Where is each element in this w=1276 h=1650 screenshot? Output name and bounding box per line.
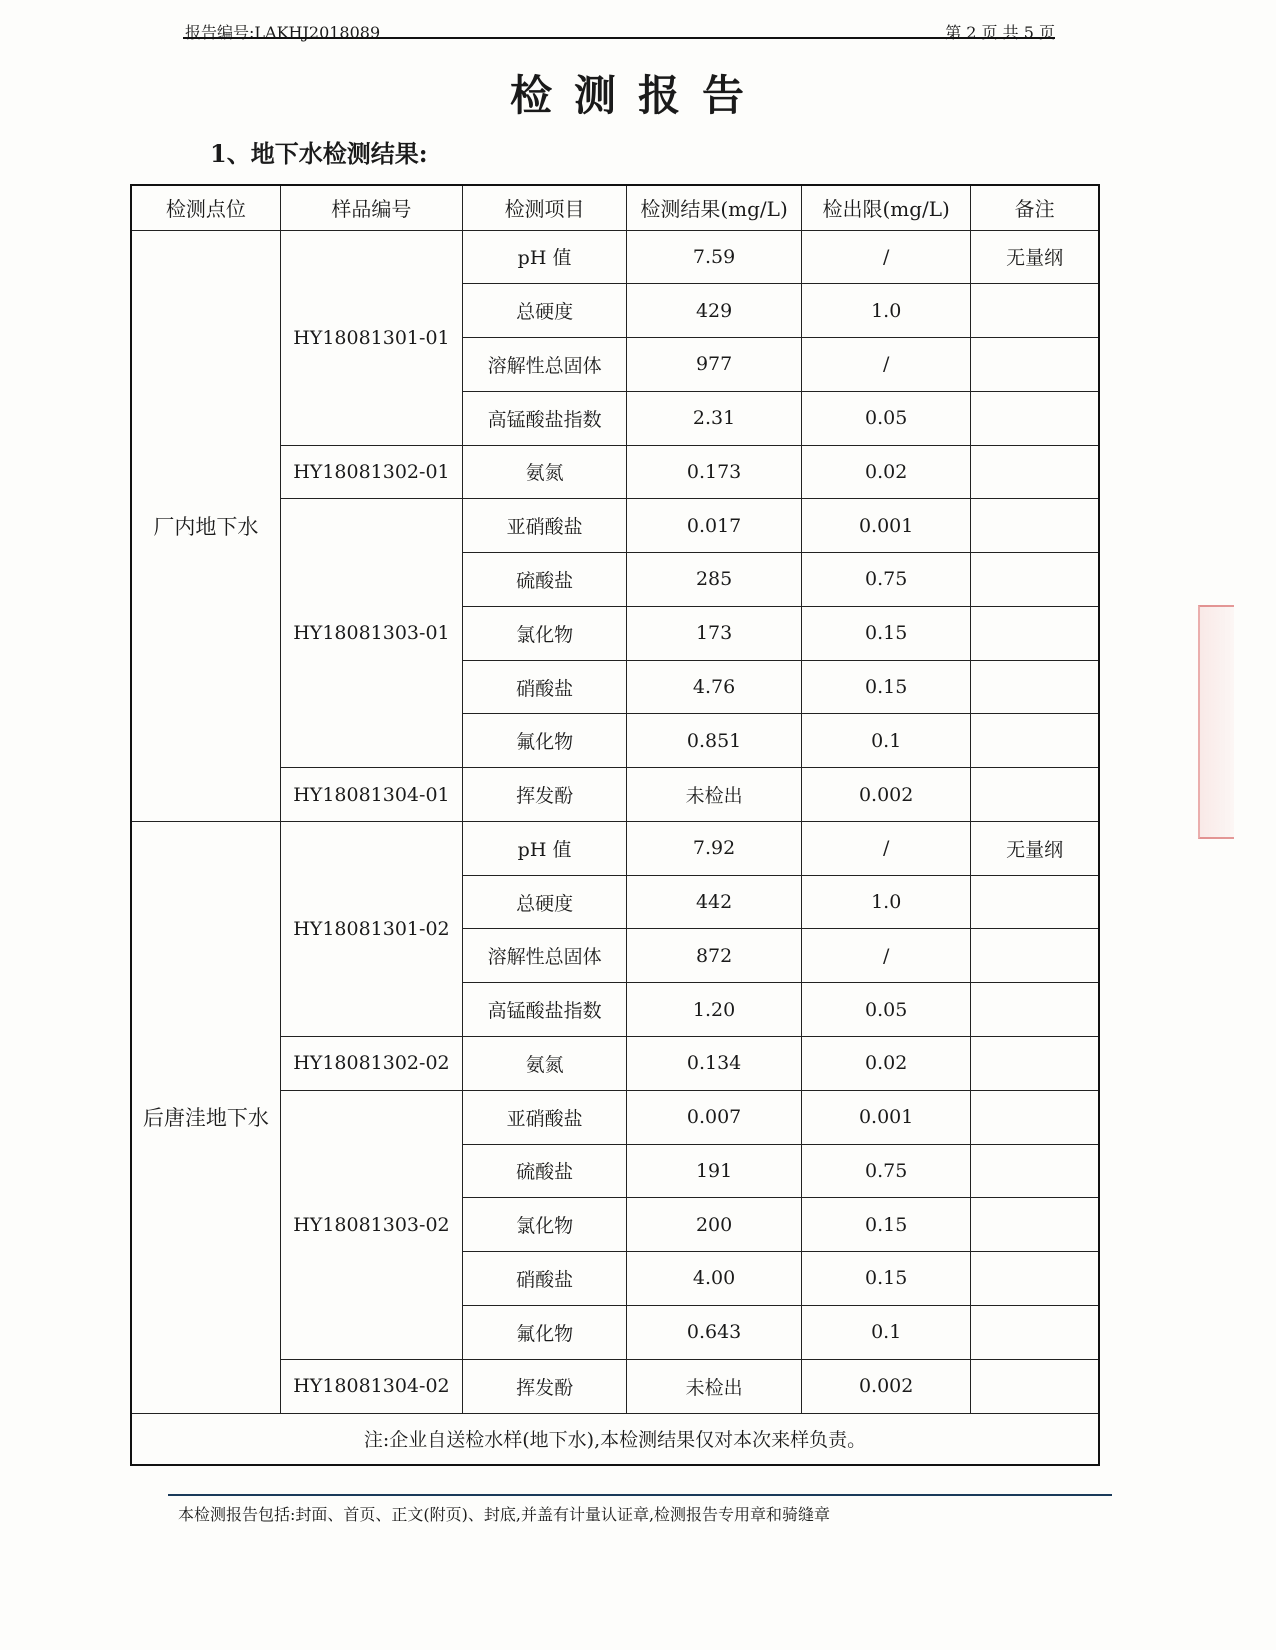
- result-cell: 未检出: [626, 1359, 801, 1413]
- note-cell: [971, 1144, 1099, 1198]
- note-cell: [971, 983, 1099, 1037]
- limit-cell: 0.001: [802, 1090, 971, 1144]
- item-cell: 氨氮: [463, 445, 627, 499]
- column-header: 样品编号: [280, 185, 463, 230]
- note-cell: [971, 929, 1099, 983]
- item-cell: 亚硝酸盐: [463, 499, 627, 553]
- note-cell: [971, 660, 1099, 714]
- note-cell: [971, 338, 1099, 392]
- limit-cell: 0.001: [802, 499, 971, 553]
- result-cell: 7.59: [626, 230, 801, 284]
- column-header: 检出限(mg/L): [802, 185, 971, 230]
- sample-id-cell: HY18081303-01: [280, 499, 463, 768]
- limit-cell: /: [802, 230, 971, 284]
- table-note-row: [131, 1413, 1099, 1465]
- table-body: [131, 230, 1099, 1413]
- seam-seal-stamp: [1198, 605, 1234, 839]
- limit-cell: 0.15: [802, 1198, 971, 1252]
- item-cell: pH 值: [463, 821, 627, 875]
- item-cell: 氟化物: [463, 714, 627, 768]
- note-cell: [971, 445, 1099, 499]
- report-number: 报告编号:LAKHJ2018089: [185, 23, 381, 42]
- result-cell: 0.017: [626, 499, 801, 553]
- result-cell: 173: [626, 606, 801, 660]
- limit-cell: 0.002: [802, 1359, 971, 1413]
- sample-id-cell: HY18081302-01: [280, 445, 463, 499]
- result-cell: 429: [626, 284, 801, 338]
- result-cell: 872: [626, 929, 801, 983]
- section-title: 1、地下水检测结果:: [210, 139, 428, 168]
- limit-cell: 0.15: [802, 606, 971, 660]
- item-cell: 总硬度: [463, 875, 627, 929]
- page-title: 检测报告: [509, 71, 766, 120]
- column-header: 检测结果(mg/L): [626, 185, 801, 230]
- limit-cell: 0.75: [802, 553, 971, 607]
- result-cell: 4.00: [626, 1252, 801, 1306]
- limit-cell: /: [802, 929, 971, 983]
- limit-cell: 1.0: [802, 875, 971, 929]
- item-cell: 挥发酚: [463, 768, 627, 822]
- limit-cell: /: [802, 821, 971, 875]
- note-cell: 无量纲: [971, 821, 1099, 875]
- limit-cell: 0.1: [802, 1305, 971, 1359]
- sample-id-cell: HY18081302-02: [280, 1036, 463, 1090]
- column-header: 检测点位: [131, 185, 280, 230]
- result-cell: 0.134: [626, 1036, 801, 1090]
- limit-cell: 0.1: [802, 714, 971, 768]
- limit-cell: 0.002: [802, 768, 971, 822]
- result-cell: 0.851: [626, 714, 801, 768]
- item-cell: 氨氮: [463, 1036, 627, 1090]
- limit-cell: 0.15: [802, 1252, 971, 1306]
- limit-cell: 0.15: [802, 660, 971, 714]
- note-cell: [971, 606, 1099, 660]
- item-cell: 总硬度: [463, 284, 627, 338]
- item-cell: 高锰酸盐指数: [463, 983, 627, 1037]
- note-cell: [971, 1198, 1099, 1252]
- page-header: [185, 20, 1055, 43]
- result-cell: 442: [626, 875, 801, 929]
- site-cell: 后唐洼地下水: [131, 821, 280, 1413]
- limit-cell: 1.0: [802, 284, 971, 338]
- item-cell: 硫酸盐: [463, 1144, 627, 1198]
- result-cell: 200: [626, 1198, 801, 1252]
- sample-id-cell: HY18081304-02: [280, 1359, 463, 1413]
- result-cell: 1.20: [626, 983, 801, 1037]
- item-cell: 硫酸盐: [463, 553, 627, 607]
- note-cell: [971, 499, 1099, 553]
- sample-id-cell: HY18081301-01: [280, 230, 463, 445]
- limit-cell: 0.05: [802, 391, 971, 445]
- result-cell: 7.92: [626, 821, 801, 875]
- column-header: 检测项目: [463, 185, 627, 230]
- item-cell: 硝酸盐: [463, 660, 627, 714]
- result-cell: 4.76: [626, 660, 801, 714]
- note-cell: [971, 1359, 1099, 1413]
- limit-cell: 0.75: [802, 1144, 971, 1198]
- item-cell: 高锰酸盐指数: [463, 391, 627, 445]
- item-cell: 氯化物: [463, 1198, 627, 1252]
- note-cell: [971, 875, 1099, 929]
- sample-id-cell: HY18081303-02: [280, 1090, 463, 1359]
- footer-text: 本检测报告包括:封面、首页、正文(附页)、封底,并盖有计量认证章,检测报告专用章和骑缝章: [178, 1505, 831, 1524]
- item-cell: 溶解性总固体: [463, 338, 627, 392]
- sample-id-cell: HY18081304-01: [280, 768, 463, 822]
- table-row: [131, 821, 1099, 875]
- note-cell: [971, 553, 1099, 607]
- limit-cell: 0.05: [802, 983, 971, 1037]
- page-info: 第 2 页 共 5 页: [945, 23, 1055, 42]
- note-cell: [971, 1252, 1099, 1306]
- footer-divider: [168, 1494, 1112, 1496]
- result-cell: 未检出: [626, 768, 801, 822]
- result-cell: 285: [626, 553, 801, 607]
- note-cell: [971, 714, 1099, 768]
- result-cell: 0.643: [626, 1305, 801, 1359]
- item-cell: 氯化物: [463, 606, 627, 660]
- note-cell: [971, 1305, 1099, 1359]
- result-cell: 977: [626, 338, 801, 392]
- header-divider: [183, 37, 1055, 39]
- item-cell: 硝酸盐: [463, 1252, 627, 1306]
- note-cell: [971, 768, 1099, 822]
- site-cell: 厂内地下水: [131, 230, 280, 821]
- limit-cell: /: [802, 338, 971, 392]
- table-row: [131, 230, 1099, 284]
- note-cell: [971, 1036, 1099, 1090]
- result-cell: 0.173: [626, 445, 801, 499]
- column-header: 备注: [971, 185, 1099, 230]
- item-cell: 溶解性总固体: [463, 929, 627, 983]
- note-cell: 无量纲: [971, 230, 1099, 284]
- table-note: 注:企业自送检水样(地下水),本检测结果仅对本次来样负责。: [131, 1413, 1099, 1465]
- table-header-row: [131, 185, 1099, 230]
- result-cell: 0.007: [626, 1090, 801, 1144]
- item-cell: pH 值: [463, 230, 627, 284]
- item-cell: 氟化物: [463, 1305, 627, 1359]
- results-table: [130, 184, 1100, 1466]
- note-cell: [971, 284, 1099, 338]
- item-cell: 亚硝酸盐: [463, 1090, 627, 1144]
- item-cell: 挥发酚: [463, 1359, 627, 1413]
- limit-cell: 0.02: [802, 1036, 971, 1090]
- result-cell: 2.31: [626, 391, 801, 445]
- result-cell: 191: [626, 1144, 801, 1198]
- note-cell: [971, 1090, 1099, 1144]
- limit-cell: 0.02: [802, 445, 971, 499]
- note-cell: [971, 391, 1099, 445]
- sample-id-cell: HY18081301-02: [280, 821, 463, 1036]
